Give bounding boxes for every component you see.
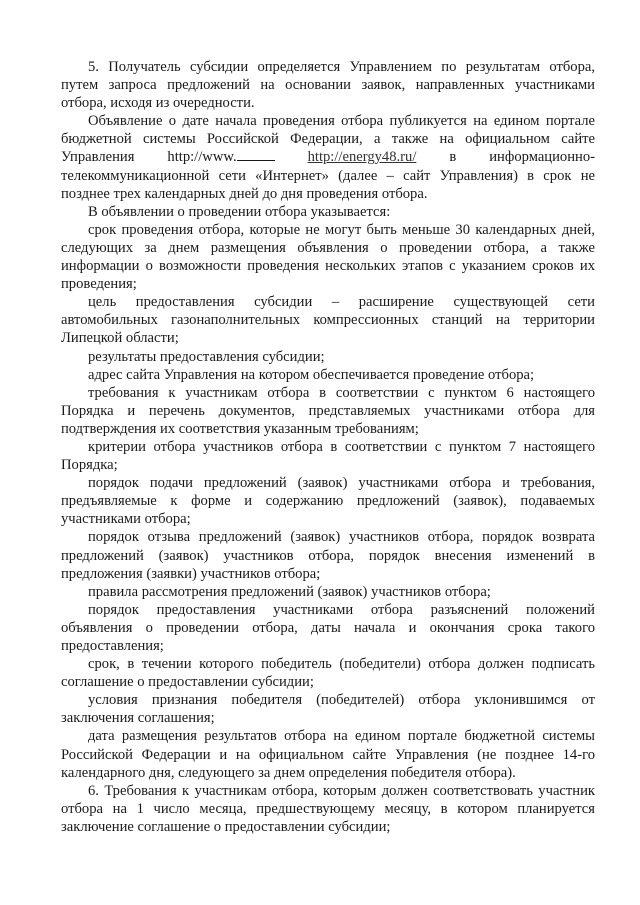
document-page	[61, 58, 595, 836]
paragraph-subsidy-results: результаты предоставления субсидии;	[88, 348, 325, 365]
paragraph-signing-deadline: срок, в течении которого победитель (победители) отбора должен подписать соглашение о предоставлении субсидии;	[61, 656, 595, 691]
paragraph-announcement-date	[61, 112, 595, 202]
paragraph-recipient-determination: 5. Получатель субсидии определяется Управлением по результатам отбора, путем запроса предложений на основании заявок, направленных участниками отбора, исходя из очередности.	[61, 59, 595, 112]
paragraph-subsidy-purpose: цель предоставления субсидии – расширение существующей сети автомобильных газонаполнительных компрессионных станций на территории Липецкой области;	[61, 294, 595, 347]
blank-underline	[237, 148, 275, 161]
paragraph-announcement-contents-intro: В объявлении о проведении отбора указывается:	[88, 203, 391, 220]
paragraph-results-publication: дата размещения результатов отбора на едином портале бюджетной системы Российской Федерации и на официальном сайте Управления (не позднее 14-го календарного дня, следующего за днем определения победителя отбора).	[61, 728, 595, 781]
paragraph-selection-period: срок проведения отбора, которые не могут быть меньше 30 календарных дней, следующих за днем размещения объявления о проведении отбора, а также информации о возможности проведения нескольких этапов с указанием сроков их проведения;	[61, 221, 595, 293]
paragraph-clarifications: порядок предоставления участниками отбора разъяснений положений объявления о проведении отбора, даты начала и окончания срока такого предоставления;	[61, 601, 595, 654]
paragraph-application-withdrawal: порядок отзыва предложений (заявок) участников отбора, порядок возврата предложений (заявок) участников отбора, порядок внесения изменений в предложения (заявки) участников отбора;	[61, 529, 595, 582]
paragraph-participant-requirements-item6: 6. Требования к участникам отбора, которым должен соответствовать участник отбора на 1 число месяца, предшествующему месяцу, в котором планируется заключение соглашение о предоставлении субсидии;	[61, 782, 595, 835]
paragraph-review-rules: правила рассмотрения предложений (заявок) участников отбора;	[88, 583, 491, 600]
paragraph-participant-requirements: требования к участникам отбора в соответствии с пунктом 6 настоящего Порядка и перечень документов, представляемых участниками отбора для подтверждения их соответствия указанным требованиям;	[61, 384, 595, 437]
announcement-text-before-link: Объявление о дате начала проведения отбора публикуется на едином портале бюджетной системы Российской Федерации, а также на официальном сайте Управления http://www.	[61, 113, 595, 166]
site-link[interactable]: http://energy48.ru/	[307, 149, 417, 166]
paragraph-selection-criteria: критерии отбора участников отбора в соответствии с пунктом 7 настоящего Порядка;	[61, 438, 595, 474]
paragraph-site-address: адрес сайта Управления на котором обеспечивается проведение отбора;	[88, 366, 535, 383]
paragraph-evasion-conditions: условия признания победителя (победителей) отбора уклонившимся от заключения соглашения;	[61, 692, 595, 727]
announcement-text-after-link: в информационно-телекоммуникационной сети «Интернет» (далее – сайт Управления) в срок не позднее трех календарных дней до дня проведения отбора.	[61, 149, 595, 202]
paragraph-application-submission: порядок подачи предложений (заявок) участниками отбора и требования, предъявляемые к форме и содержанию предложений (заявок), подаваемых участниками отбора;	[61, 475, 595, 528]
